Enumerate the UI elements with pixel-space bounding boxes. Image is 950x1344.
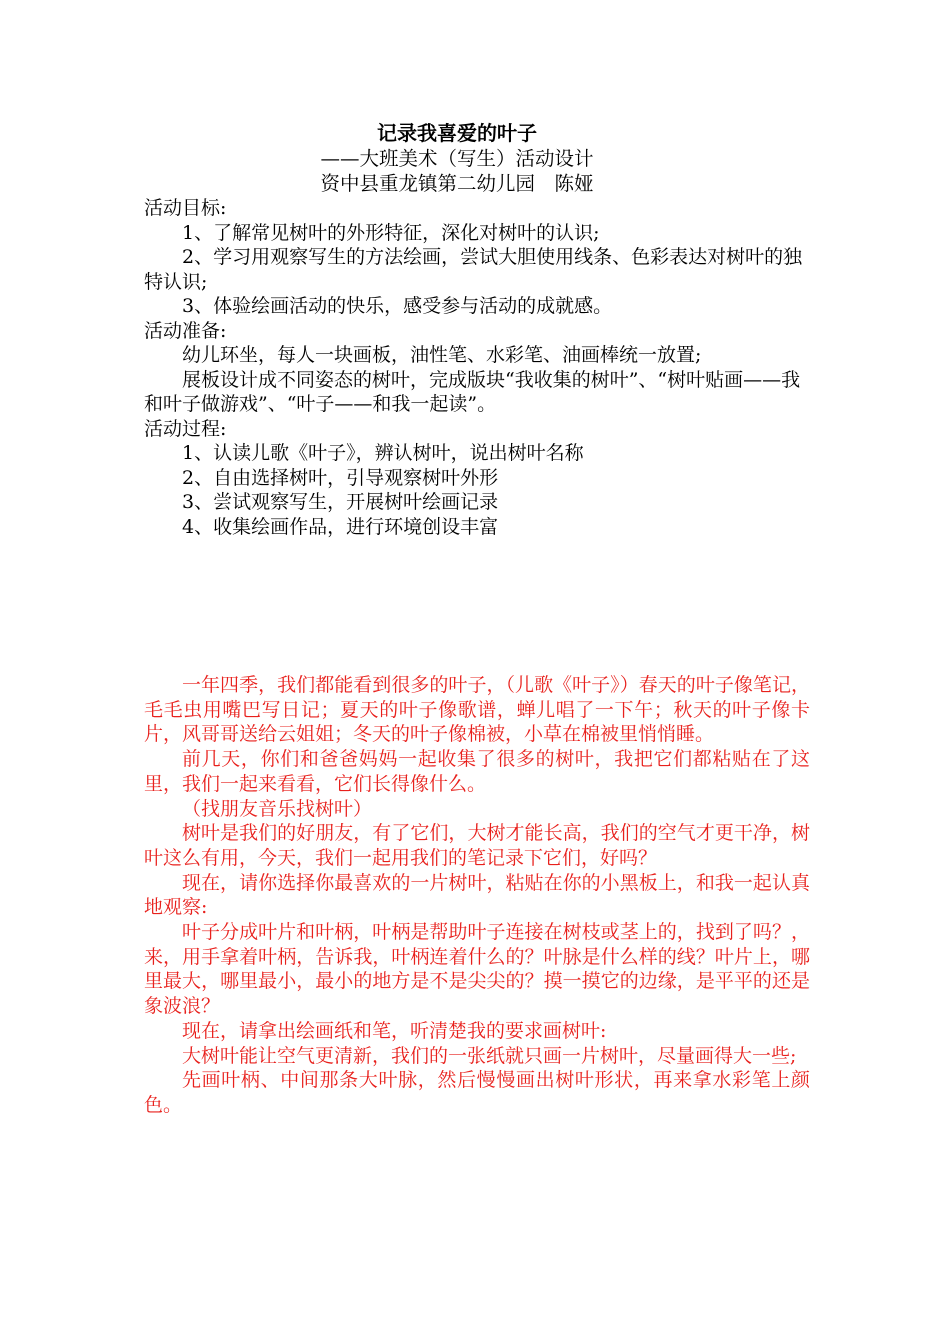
script-paragraph: （找朋友音乐找树叶） bbox=[182, 797, 373, 820]
document-subtitle: ——大班美术（写生）活动设计 bbox=[320, 147, 594, 170]
process-item: 3、尝试观察写生，开展树叶绘画记录 bbox=[182, 491, 499, 513]
script-paragraph: 叶子分成叶片和叶柄，叶柄是帮助叶子连接在树枝或茎上的，找到了吗？，来，用手拿着叶柄，告诉我，叶柄连着什么的？叶脉是什么样的线？叶片上，哪里最大，哪里最小，最小的地方是不是尖尖的？摸一摸它的边缘，是平平的还是象波浪？ bbox=[144, 921, 810, 1018]
goals-heading: 活动目标: bbox=[144, 197, 227, 219]
script-paragraph: 现在，请拿出绘画纸和笔，听清楚我的要求画树叶: bbox=[182, 1019, 607, 1042]
goal-item: 1、了解常见树叶的外形特征，深化对树叶的认识; bbox=[182, 221, 600, 244]
script-paragraph: 一年四季，我们都能看到很多的叶子，（儿歌《叶子》）春天的叶子像笔记，毛毛虫用嘴巴写日记；夏天的叶子像歌谱，蝉儿唱了一下午；秋天的叶子像卡片，风哥哥送给云姐姐；冬天的叶子像棉被，小草在棉被里悄悄睡。 bbox=[144, 674, 810, 746]
process-item: 1、认读儿歌《叶子》，辨认树叶，说出树叶名称 bbox=[182, 442, 584, 464]
script-paragraph: 树叶是我们的好朋友，有了它们，大树才能长高，我们的空气才更干净，树叶这么有用，今天，我们一起用我们的笔记录下它们，好吗？ bbox=[144, 822, 810, 869]
script-paragraph: 现在，请你选择你最喜欢的一片树叶，粘贴在你的小黑板上，和我一起认真地观察: bbox=[144, 871, 810, 919]
script-paragraph: 先画叶柄、中间那条大叶脉，然后慢慢画出树叶形状，再来拿水彩笔上颜色。 bbox=[144, 1069, 810, 1116]
script-paragraph: 大树叶能让空气更清新，我们的一张纸就只画一片树叶，尽量画得大一些; bbox=[182, 1044, 797, 1067]
process-heading: 活动过程: bbox=[144, 417, 227, 440]
goal-item: 3、体验绘画活动的快乐，感受参与活动的成就感。 bbox=[182, 295, 613, 317]
process-item: 4、收集绘画作品，进行环境创设丰富 bbox=[182, 515, 499, 538]
preparation-heading: 活动准备: bbox=[144, 319, 227, 342]
preparation-item: 展板设计成不同姿态的树叶，完成版块“我收集的树叶”、“树叶贴画——我和叶子做游戏”、“叶子——和我一起读”。 bbox=[144, 368, 801, 415]
preparation-item: 幼儿环坐，每人一块画板，油性笔、水彩笔、油画棒统一放置; bbox=[182, 344, 702, 366]
script-paragraph: 前几天，你们和爸爸妈妈一起收集了很多的树叶，我把它们都粘贴在了这里，我们一起来看看，它们长得像什么。 bbox=[144, 748, 810, 795]
document-title: 记录我喜爱的叶子 bbox=[377, 121, 537, 145]
document-author: 资中县重龙镇第二幼儿园 陈娅 bbox=[320, 172, 594, 195]
lesson-plan bbox=[144, 120, 810, 539]
teaching-script bbox=[144, 673, 810, 1118]
process-item: 2、自由选择树叶，引导观察树叶外形 bbox=[182, 466, 499, 489]
goal-item: 2、学习用观察写生的方法绘画，尝试大胆使用线条、色彩表达对树叶的独特认识; bbox=[144, 246, 803, 293]
